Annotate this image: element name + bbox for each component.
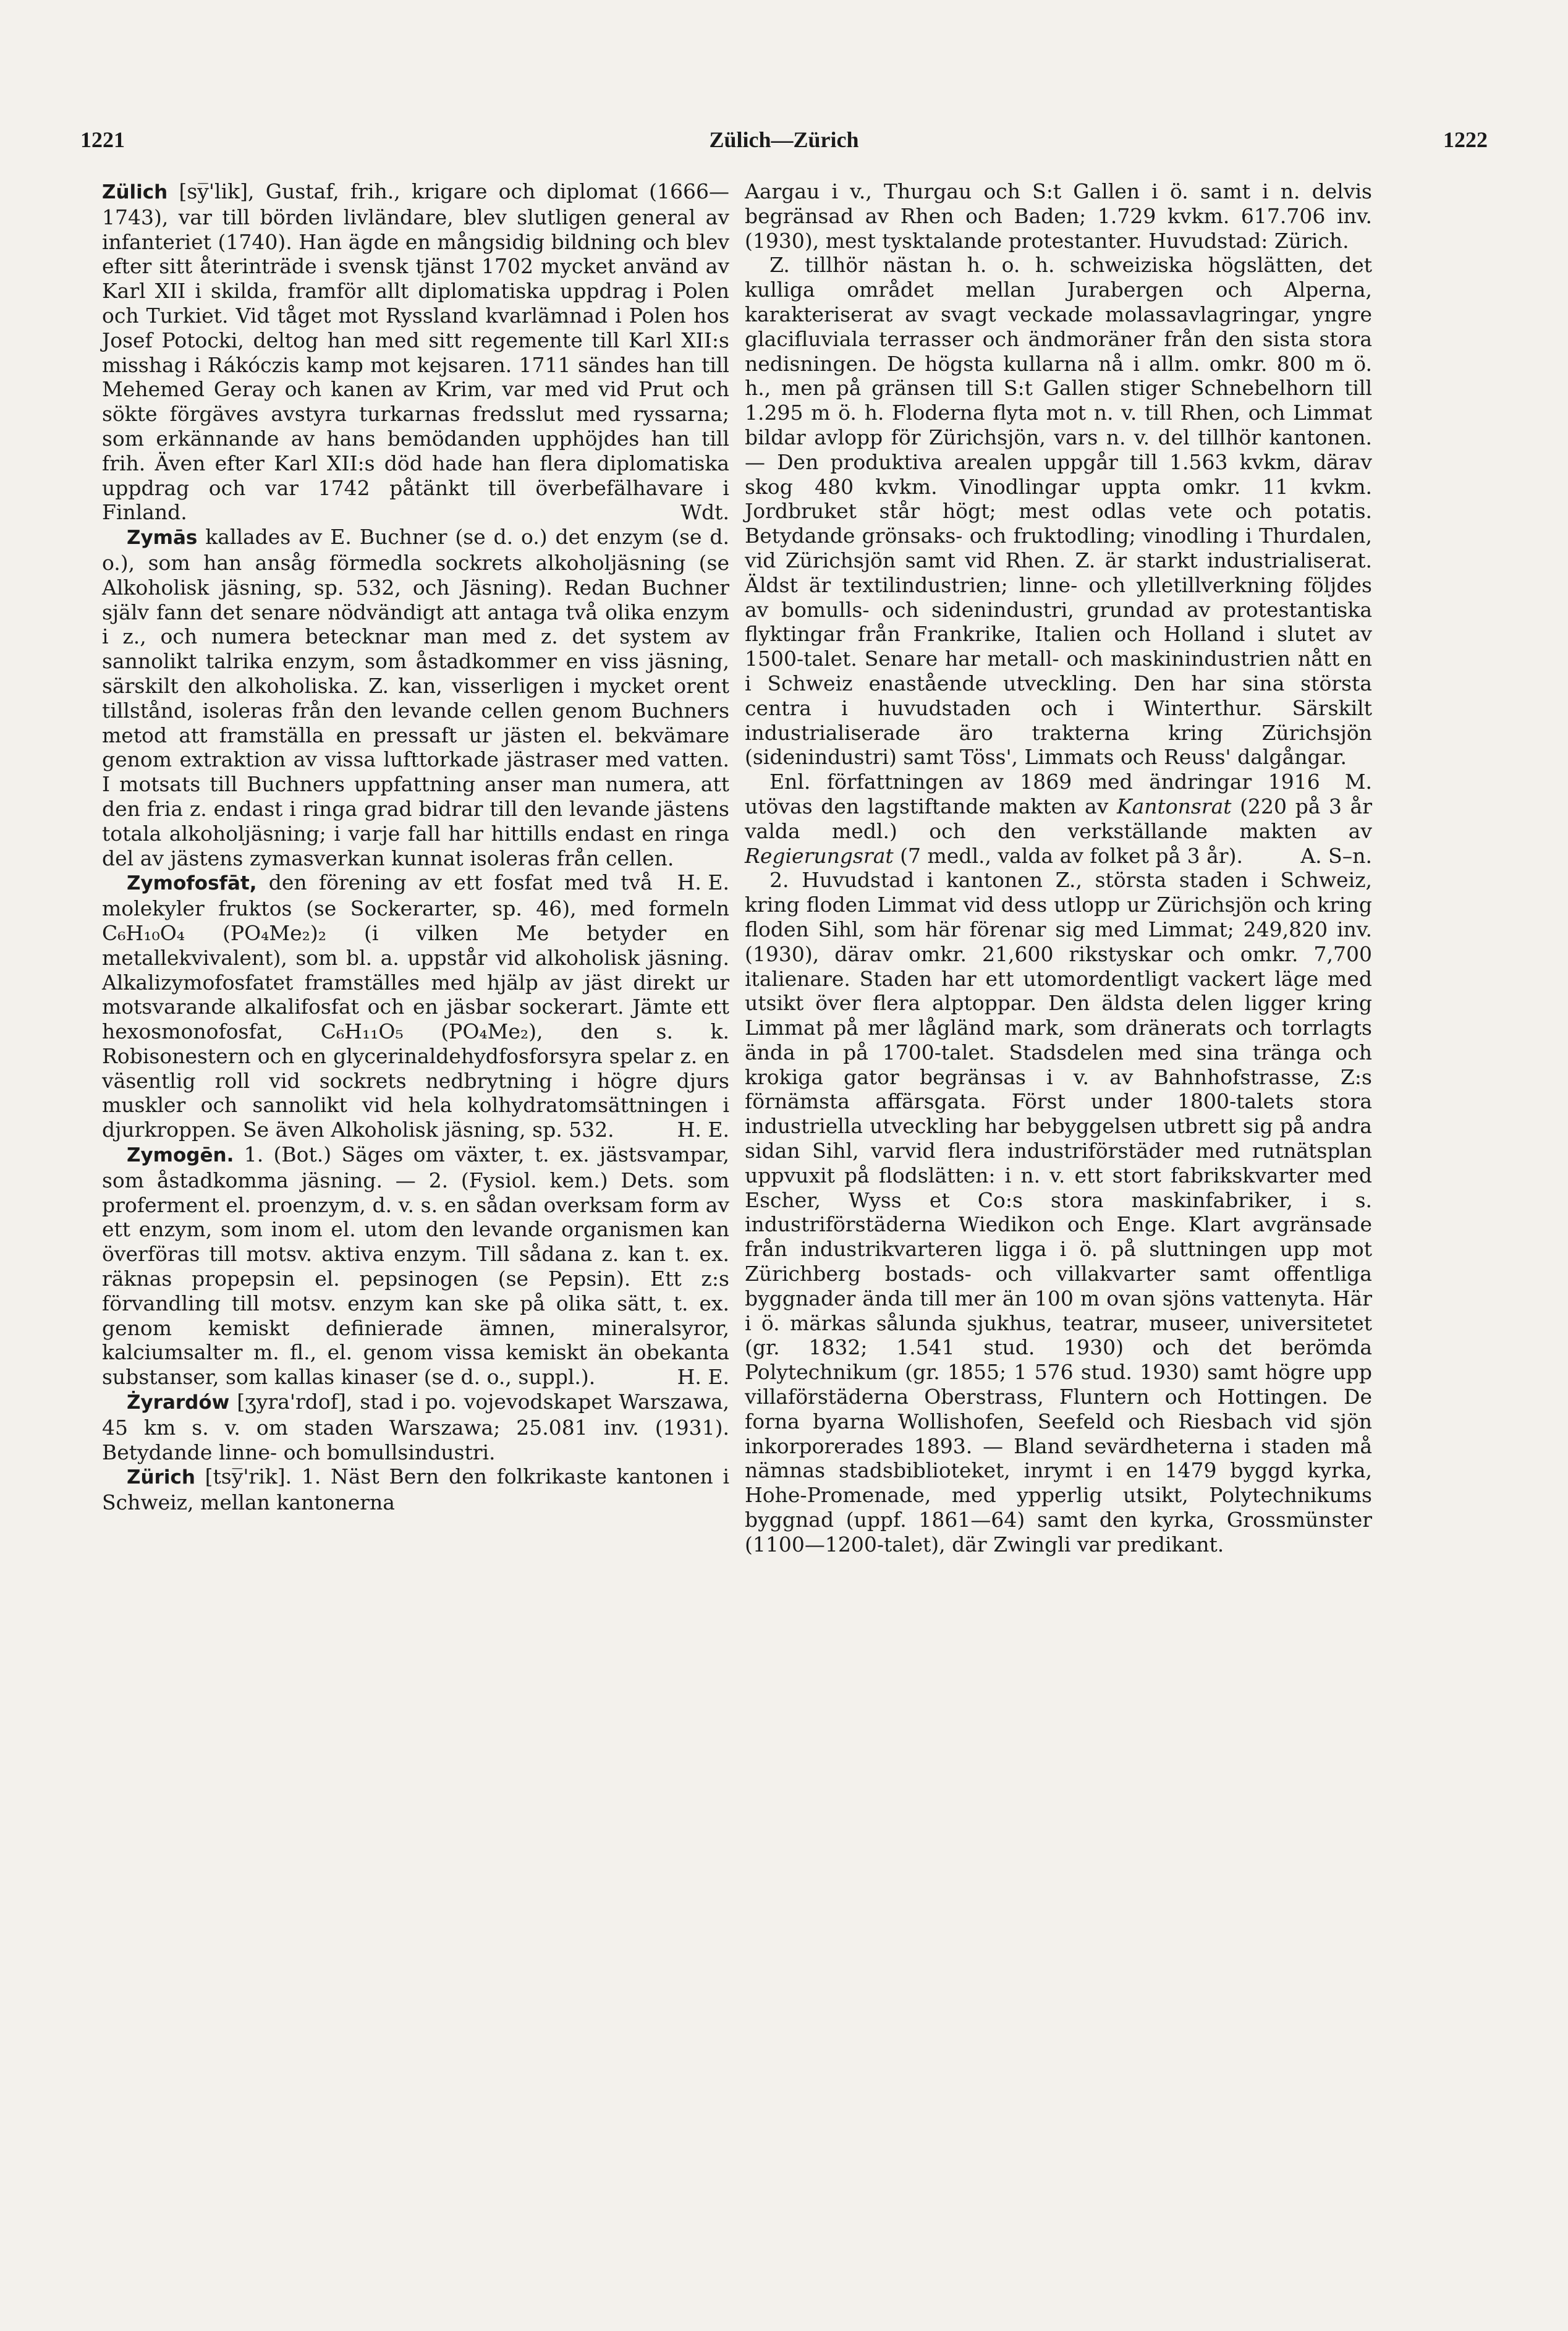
- author-signature: H. E.: [677, 870, 729, 895]
- entry-text: [sy̅'lik], Gustaf, frih., krigare och diplomat (1666—1743), var till börden livländare, blev slutligen general av infanteriet (1740). Han ägde en mångsidig bildning och blev efter sitt återinträde i svensk tjänst 1702 mycket använd av Karl XII i skilda, framför allt diplomatiska uppdrag i Polen och Turkiet. Vid tåget mot Ryssland kvarlämnad i Polen hos Josef Potocki, deltog han med sitt regemente till Karl XII:s misshag i Rákóczis kamp mot kejsaren. 1711 sändes han till Mehemed Geray och kanen av Krim, var med vid Prut och sökte förgäves avstyra turkarnas fredsslut med ryssarna; som erkännande av hans bemödanden upphöjdes han till frih. Även efter Karl XII:s död hade han flera diplomatiska uppdrag och var 1742 påtänkt till överbefälhavare i Finland.: [102, 179, 729, 525]
- page-header: [80, 127, 1488, 164]
- headword: Żyrardów: [127, 1391, 230, 1414]
- entry-text: kallades av E. Buchner (se d. o.) det enzym (se d. o.), som han ansåg förmedla sockrets alkoholjäsning (se Alkoholisk jäsning, sp. 532, och Jäsning). Redan Buchner själv fann det senare nödvändigt att antaga två olika enzym i z., och numera betecknar man med z. det system av sannolikt talrika enzym, som åstadkommer en viss jäsning, särskilt den alkoholiska. Z. kan, visserligen i mycket orent tillstånd, isoleras från den levande cellen genom Buchners metod att framställa en pressaft ur jästen el. bekvämare genom extraktion av vissa lufttorkade jästraser med vatten. I motsats till Buchners uppfattning anser man numera, att den fria z. endast i ringa grad bidrar till den levande jästens totala alkoholjäsning; i varje fall har hittills endast en ringa del av jästens zymasverkan kunnat isoleras från cellen.: [102, 525, 729, 870]
- headword: Zürich: [127, 1466, 195, 1489]
- paragraph-text: Z. tillhör nästan h. o. h. schweiziska högslätten, det kulliga området mellan Jurabergen och Alperna, karakteriserat av svagt veckade molassavlagringar, yngre glacifluviala terrasser och ändmoräner från den sista stora nedisningen. De högsta kullarna nå i allm. omkr. 800 m ö. h., men på gränsen till S:t Gallen stiger Schnebelhorn till 1.295 m ö. h. Floderna flyta mot n. v. till Rhen, och Limmat bildar avlopp för Zürichsjön, vars n. v. del tillhör kantonen. — Den produktiva arealen uppgår till 1.563 kvkm, därav skog 480 kvkm. Vinodlingar uppta omkr. 11 kvkm. Jordbruket står högt; mest odlas vete och potatis. Betydande grönsaks- och fruktodling; vinodling i Thurdalen, vid Zürichsjön samt vid Rhen. Z. är starkt industrialiserat. Äldst är textilindustrien; linne- och ylletillverkning följdes av bomulls- och sidenindustri, grundad av protestantiska flyktingar från Frankrike, Italien och Holland i slutet av 1500-talet. Senare har metall- och maskinindustrien nått en i Schweiz enastående utveckling. Den har sina största centra i huvudstaden och i Winterthur. Särskilt industrialiserade äro trakterna kring Zürichsjön (sidenindustri) samt Töss', Limmats och Reuss' dalgångar.: [745, 253, 1372, 770]
- paragraph-text: (220 på 3 år valda medl.) och den verkställande makten av: [745, 794, 1373, 843]
- term-regierungsrat: Regierungsrat: [745, 843, 894, 868]
- running-title: Zülich—Zürich: [709, 127, 859, 152]
- author-signature: H. E.: [677, 1118, 729, 1142]
- entry-text: 1. (Bot.) Säges om växter, t. ex. jästsvampar, som åstadkomma jäsning. — 2. (Fysiol. kem.) Dets. som proferment el. proenzym, d. v. s. en sådan overksam form av ett enzym, som inom el. utom den levande organismen kan överföras till motsv. aktiva enzym. Till sådana z. kan t. ex. räknas propepsin el. pepsinogen (se Pepsin). Ett z:s förvandling till motsv. enzym kan ske på olika sätt, t. ex. genom kemiskt definierade ämnen, mineralsyror, kalciumsalter m. fl., el. genom vissa kemiskt än obekanta substanser, som kallas kinaser (se d. o., suppl.).: [102, 1142, 729, 1390]
- right-page-number: 1222: [1443, 127, 1488, 152]
- entry-text: [tsy̅'rik]. 1. Näst Bern den folkrikaste kantonen i Schweiz, mellan kantonerna: [102, 1464, 729, 1515]
- zurich-continuation: Aargau i v., Thurgau och S:t Gallen i ö. samt i n. delvis begränsad av Rhen och Baden; 1.729 kvkm. 617.706 inv. (1930), mest tysktalande protestanter. Huvudstad: Zürich.: [745, 179, 1372, 253]
- headword: Zülich: [102, 181, 168, 203]
- headword: Zymogēn.: [127, 1144, 234, 1167]
- paragraph-text: Enl. författningen av 1869 med ändringar 1916 utövas den lagstiftande makten av: [745, 770, 1320, 818]
- author-signature: M.: [1344, 770, 1372, 794]
- term-kantonsrat: Kantonsrat: [1116, 794, 1232, 818]
- entry-zymofosfat: [102, 870, 729, 1142]
- entry-text: den förening av ett fosfat med två molekyler fruktos (se Sockerarter, sp. 46), med formeln C₆H₁₀O₄ (PO₄Me₂)₂ (i vilken Me betyder en metallekvivalent), som bl. a. uppstår vid alkoholisk jäsning. Alkalizymofosfatet framställes med hjälp av jäst direkt ur motsvarande alkalifosfat och en jäsbar sockerart. Jämte ett hexosmonofosfat, C₆H₁₁O₅ (PO₄Me₂), den s. k. Robisonestern och en glycerinaldehydfosforsyra spelar z. en väsentlig roll vid sockrets nedbrytning i högre djurs muskler och sannolikt vid hela kolhydratomsättningen i djurkroppen. Se även Alkoholisk jäsning, sp. 532.: [102, 870, 729, 1142]
- author-signature: A. S–n.: [1300, 843, 1372, 868]
- entry-zurich: [102, 1464, 729, 1515]
- author-signature: H. E.: [677, 1365, 729, 1390]
- zurich-city: 2. Huvudstad i kantonen Z., största staden i Schweiz, kring floden Limmat vid dess utlopp ur Zürichsjön och kring floden Sihl, som här förenar sig med Limmat; 249,820 inv. (1930), därav omkr. 21,600 rikstyskar och omkr. 7,700 italienare. Staden har ett utomordentligt vackert läge med utsikt över flera alptoppar. Den äldsta delen ligger kring Limmat på mer lågländ mark, som dränerats och torrlagts ända in på 1700-talet. Stadsdelen med sina tränga och krokiga gator begränsas i v. av Bahnhofstrasse, Z:s förnämsta affärsgata. Först under 1800-talets stora industriella utveckling har bebyggelsen utbrett sig på andra sidan Sihl, varvid flera industriförstäder med rutnätsplan uppvuxit på flodslätten: i n. v. ett stort fabrikskvarter med Escher, Wyss et Co:s stora maskinfabriker, i s. industriförstäderna Wiedikon och Enge. Klart avgränsade från industrikvarteren ligga i ö. på sluttningen upp mot Zürichberg bostads- och villakvarter samt offentliga byggnader ända till mer än 100 m ovan sjöns vattenyta. Här i ö. märkas sålunda sjukhus, teatrar, museer, universitetet (gr. 1832; 1.541 stud. 1930) och det berömda Polytechnikum (gr. 1855; 1 576 stud. 1930) samt högre upp villaförstäderna Oberstrass, Fluntern och Hottingen. De forna byarna Wollishofen, Seefeld och Riesbach vid sjön inkorporerades 1893. — Bland sevärdheterna i staden må nämnas stadsbiblioteket, inrymt i en 1479 byggd kyrka, Hohe-Promenade, med ypperlig utsikt, Polytechnikums byggnad (uppf. 1861—64) samt den kyrka, Grossmünster (1100—1200-talet), där Zwingli var predikant.: [745, 868, 1372, 1556]
- paragraph-text: (7 medl., valda av folket på 3 år).: [900, 843, 1243, 868]
- headword: Zymofosfāt,: [127, 872, 257, 895]
- right-column: [745, 179, 1372, 1557]
- entry-text: [ʒyra'rdof], stad i po. vojevodskapet Warszawa, 45 km s. v. om staden Warszawa; 25.081 inv. (1931). Betydande linne- och bomullsindustri.: [102, 1390, 729, 1464]
- left-page-number: 1221: [80, 127, 125, 152]
- entry-zyrardow: [102, 1390, 729, 1464]
- entry-zulich: [102, 179, 729, 525]
- headword: Zymās: [127, 527, 198, 550]
- author-signature: Wdt.: [680, 500, 729, 525]
- entry-zymogen: [102, 1142, 729, 1390]
- left-column: [102, 179, 729, 1515]
- zurich-constitution: [745, 770, 1372, 868]
